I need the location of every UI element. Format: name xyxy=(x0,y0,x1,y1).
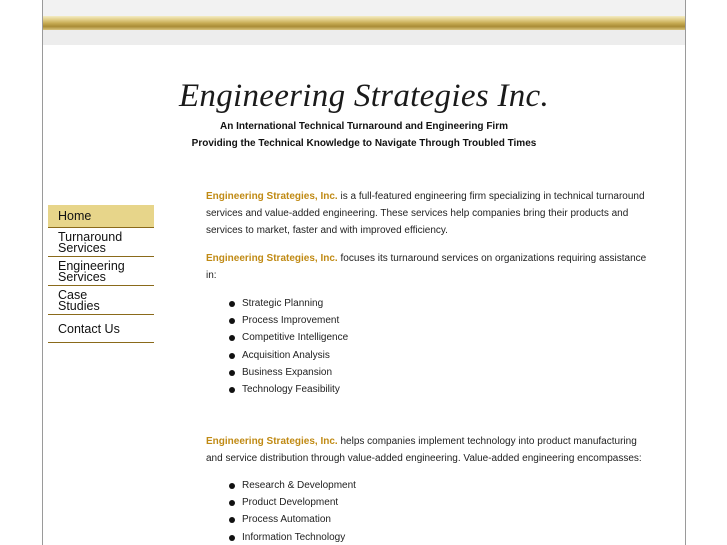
list-item: Technology Feasibility xyxy=(206,381,348,398)
nav-item-label: Case xyxy=(58,288,88,302)
nav-item-label: Engineering xyxy=(58,259,125,273)
nav-item-contact-us[interactable] xyxy=(48,315,154,343)
page-frame xyxy=(42,0,686,545)
list-item: Information Technology xyxy=(206,529,356,545)
site-title: Engineering Strategies Inc. xyxy=(178,78,550,114)
nav-item-engineering-services[interactable] xyxy=(48,257,154,286)
turnaround-list xyxy=(206,295,348,398)
nav-item-label: Services xyxy=(58,241,106,255)
list-item: Business Expansion xyxy=(206,364,348,381)
list-item: Strategic Planning xyxy=(206,295,348,312)
tagline-secondary: Providing the Technical Knowledge to Navigate Through Troubled Times xyxy=(191,138,537,149)
list-item: Research & Development xyxy=(206,477,356,494)
nav-item-label: Studies xyxy=(58,299,100,313)
intro-paragraph xyxy=(206,188,656,240)
nav-item-label: Turnaround xyxy=(58,230,123,244)
header-band xyxy=(43,30,685,45)
list-item: Process Automation xyxy=(206,511,356,528)
engineering-paragraph xyxy=(206,433,656,467)
nav-item-label: Home xyxy=(58,209,92,223)
intro-text: is a full-featured engineering firm specializing in technical turnaround services and value-added engineering. These services help companies bring their products and services to market, faster and with improved efficiency. xyxy=(206,191,645,237)
nav-item-label: Services xyxy=(58,270,106,284)
top-band xyxy=(43,0,685,16)
company-name: Engineering Strategies, Inc. xyxy=(206,253,338,264)
turnaround-text: focuses its turnaround services on organizations requiring assistance in: xyxy=(206,253,647,282)
tagline-primary: An International Technical Turnaround and Engineering Firm xyxy=(220,121,508,132)
gold-header-bar xyxy=(43,16,685,30)
turnaround-paragraph xyxy=(206,250,656,284)
sidebar-nav xyxy=(48,205,154,343)
list-item: Acquisition Analysis xyxy=(206,347,348,364)
list-item: Product Development xyxy=(206,494,356,511)
company-name: Engineering Strategies, Inc. xyxy=(206,191,338,202)
nav-item-home[interactable] xyxy=(48,205,154,228)
nav-item-label: Contact Us xyxy=(58,322,120,336)
list-item: Competitive Intelligence xyxy=(206,329,348,346)
list-item: Process Improvement xyxy=(206,312,348,329)
engineering-text: helps companies implement technology into product manufacturing and service distribution through value-added engineering. Value-added engineering encompasses: xyxy=(206,436,642,465)
nav-item-turnaround-services[interactable] xyxy=(48,228,154,257)
engineering-list xyxy=(206,477,356,545)
nav-item-case-studies[interactable] xyxy=(48,286,154,315)
company-name: Engineering Strategies, Inc. xyxy=(206,436,338,447)
